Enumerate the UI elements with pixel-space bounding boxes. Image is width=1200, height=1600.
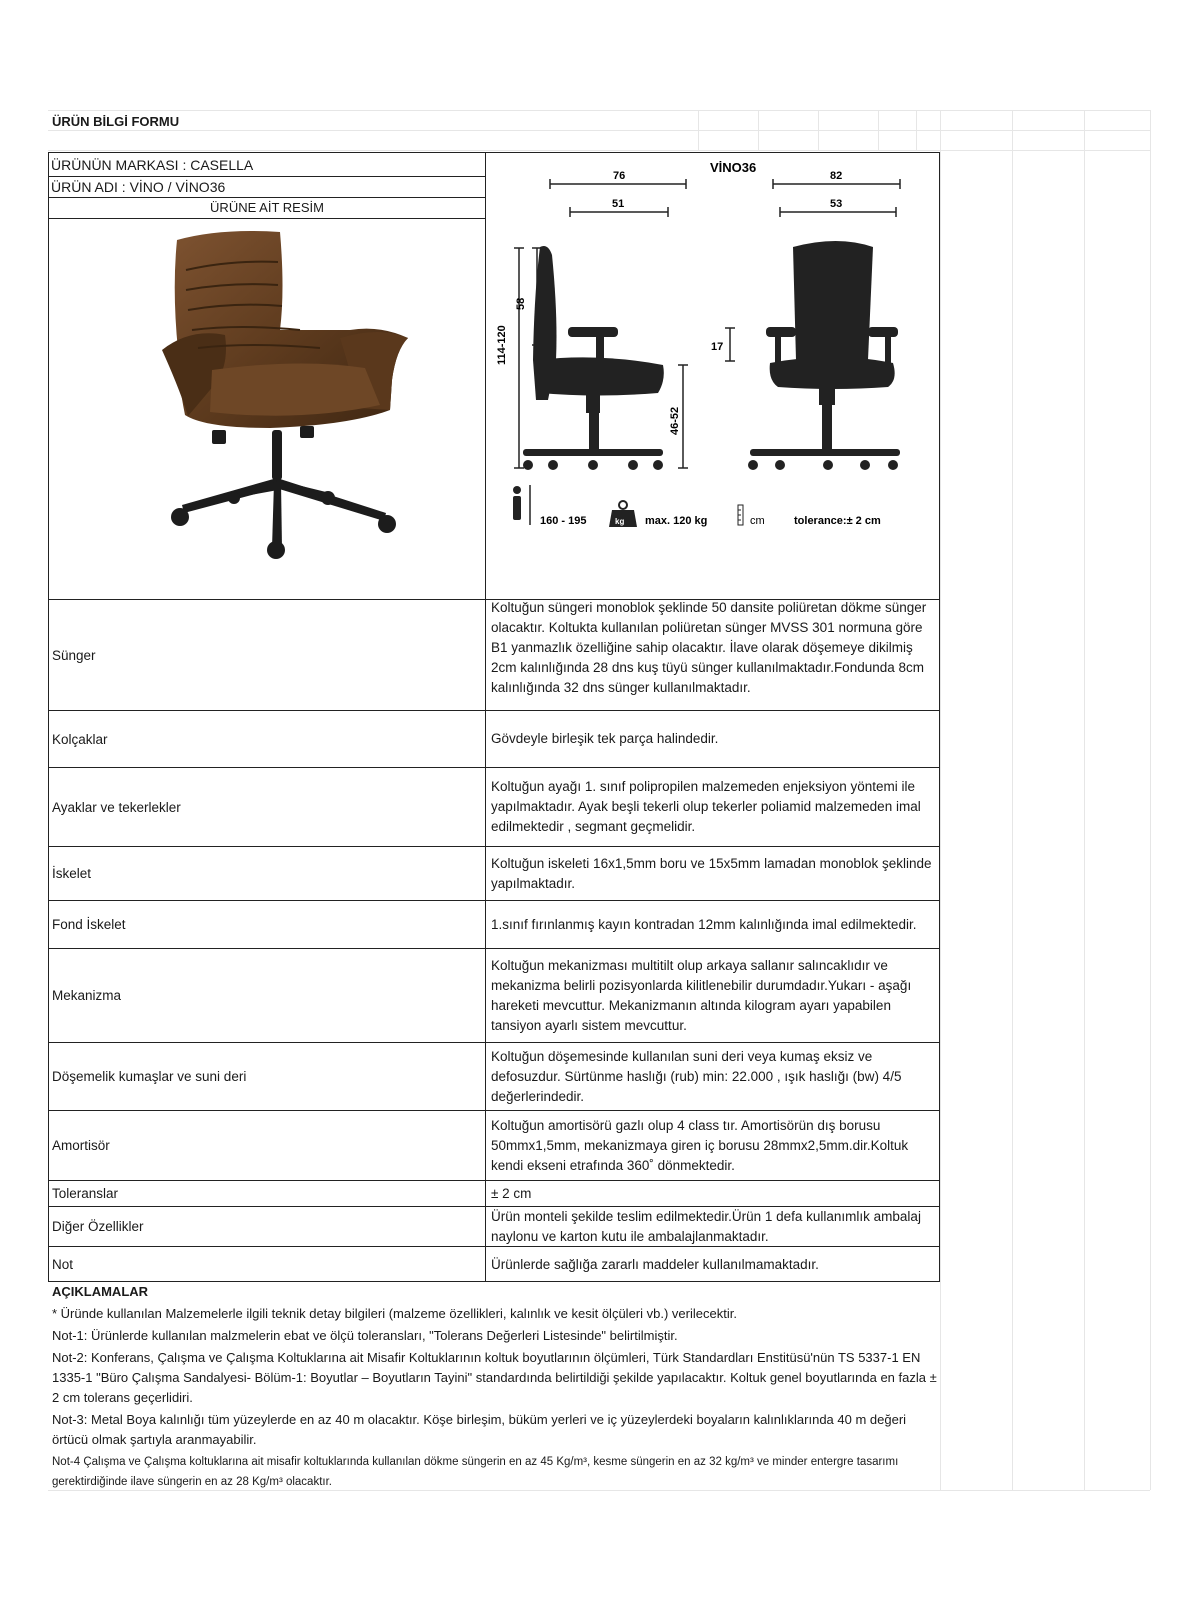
grid-line: [916, 110, 917, 150]
front-top-width: 82: [830, 170, 843, 182]
max-weight: max. 120 kg: [645, 515, 708, 527]
grid-line: [48, 110, 1150, 111]
row-value-mekanizma: Koltuğun mekanizması multitilt olup arkaya sallanır salıncaklıdır ve mekanizma belirli pozisyonlarda kilitlenebilir durumdadır.Yukarı - aşağı hareketi mevcuttur. Mekanizmanın altında kilogram ayarı yapabilen tansiyon ayarlı sistem mevcuttur.: [491, 957, 912, 1033]
tolerance-label: tolerance:± 2 cm: [794, 515, 881, 527]
front-seat-width: 53: [830, 198, 843, 210]
brand-cell: [48, 152, 486, 177]
row-label-diger: Diğer Özellikler: [52, 1219, 144, 1234]
row-label-fond-iskelet: Fond İskelet: [52, 917, 126, 932]
side-top-width: 76: [613, 170, 626, 182]
unit-label: cm: [750, 515, 765, 527]
side-width-lines: [550, 179, 900, 217]
side-seat-width: 51: [612, 198, 625, 210]
row-label-kolcaklar: Kolçaklar: [52, 731, 108, 747]
row-label-mekanizma: Mekanizma: [52, 988, 122, 1003]
brand-line: ÜRÜNÜN MARKASI : CASELLA: [51, 157, 254, 173]
grid-line: [818, 110, 819, 150]
total-height: 114-120: [496, 325, 508, 365]
grid-line: [1012, 110, 1013, 1490]
chair-base: [171, 426, 396, 559]
row-value-ayaklar: Koltuğun ayağı 1. sınıf polipropilen malzemeden enjeksiyon yöntemi ile yapılmaktadır. Ayak beşli tekerli olup tekerler poliamid malzemeden imal edilmektedir , segmant geçmelidir.: [491, 779, 921, 834]
row-value-kolcaklar: Gövdeyle birleşik tek parça halindedir.: [491, 731, 719, 746]
front-view-chair: [748, 241, 900, 470]
row-label-sunger: Sünger: [52, 647, 96, 663]
note-3: Not-3: Metal Boya kalınlığı tüm yüzeylerde en az 40 m olacaktır. Köşe birleşim, büküm yerleri ve iç yüzeylerdeki boyaların kalınlıklarında 40 m değeri örtücü olmak şartıyla aranmayabilir.: [52, 1412, 907, 1447]
notes-title: AÇIKLAMALAR: [52, 1284, 149, 1299]
note-general: * Üründe kullanılan Malzemelerle ilgili teknik detay bilgileri (malzeme özellikleri, kalınlık ve kesit ölçüleri vb.) verilecektir.: [52, 1306, 737, 1321]
grid-line: [698, 110, 699, 150]
image-label-cell: [48, 197, 486, 219]
grid-line: [758, 110, 759, 150]
row-label-doseme: Döşemelik kumaşlar ve suni deri: [52, 1069, 247, 1084]
chair-photo: [150, 230, 430, 570]
weight-icon-label: kg: [615, 517, 625, 526]
grid-line: [48, 150, 1150, 151]
grid-line: [1150, 110, 1151, 1490]
row-value-amortisor: Koltuğun amortisörü gazlı olup 4 class tır. Amortisörün dış borusu 50mmx1,5mm, mekanizmaya giren iç borusu 28mmx2,5mm.dir.Koltuk kendi ekseni etrafında 360˚ dönmektedir.: [491, 1117, 909, 1173]
grid-line: [878, 110, 879, 150]
grid-line: [48, 130, 1150, 131]
grid-line: [1084, 110, 1085, 1490]
note-1: Not-1: Ürünlerde kullanılan malzmelerin ebat ve ölçü toleransları, "Tolerans Değerleri Listesinde" belirtilmiştir.: [52, 1328, 678, 1343]
weight-icon: [609, 501, 637, 527]
model-label: VİNO36: [710, 160, 757, 175]
row-label-not: Not: [52, 1257, 74, 1272]
row-value-diger: Ürün monteli şekilde teslim edilmektedir.Ürün 1 defa kullanımlık ambalaj naylonu ve karton kutu ile ambalajlanmaktadır.: [491, 1208, 921, 1244]
row-label-ayaklar: Ayaklar ve tekerlekler: [52, 799, 181, 815]
grid-line: [940, 110, 941, 1490]
row-value-iskelet: Koltuğun iskeleti 16x1,5mm boru ve 15x5mm lamadan monoblok şeklinde yapılmaktadır.: [491, 855, 932, 891]
user-height: 160 - 195: [540, 515, 587, 527]
row-label-iskelet: İskelet: [52, 866, 92, 881]
person-icon: [513, 486, 521, 520]
seat-cushion: [210, 363, 380, 415]
note-4: Not-4 Çalışma ve Çalışma koltuklarına ait misafir koltuklarında kullanılan dökme süngerin en az 45 Kg/m³, kesme süngerin en az 32 kg/m³ ve minder entergre tasarımı gerektirdiğinde ilave süngerin en az 28 Kg/m³ olacaktır.: [52, 1456, 899, 1488]
image-label: ÜRÜNE AİT RESİM: [210, 200, 324, 215]
arm-height: 17: [711, 341, 724, 353]
side-view-chair: [523, 246, 664, 470]
row-label-toleranslar: Toleranslar: [52, 1186, 119, 1201]
dimension-diagram: [488, 155, 938, 555]
row-label-amortisor: Amortisör: [52, 1138, 110, 1153]
name-cell: [48, 176, 486, 198]
row-value-toleranslar: ± 2 cm: [491, 1185, 532, 1201]
form-title: ÜRÜN BİLGİ FORMU: [52, 114, 180, 129]
row-value-fond-iskelet: 1.sınıf fırınlanmış kayın kontradan 12mm kalınlığında imal edilmektedir.: [491, 916, 917, 932]
ruler-icon: [738, 505, 743, 525]
row-value-not: Ürünlerde sağlığa zararlı maddeler kullanılmamaktadır.: [491, 1256, 819, 1272]
row-value-doseme: Koltuğun döşemesinde kullanılan suni deri veya kumaş eksiz ve defosuzdur. Sürtünme haslığı (rub) min: 22.000 , ışık haslığı (bw) 4/5 değerlerindedir.: [491, 1048, 902, 1104]
row-value-sunger: Koltuğun süngeri monoblok şeklinde 50 dansite poliüretan dökme sünger olacaktır. Koltukta kullanılan poliüretan sünger MVSS 301 normuna göre B1 yanmazlık özelliğine sahip olacaktır. İlave olarak döşemeye dikilmiş 2cm kalınlığında 28 dns kuş tüyü sünger kullanılmaktadır.Fondunda 8cm kalınlığında 32 dns sünger kullanılmaktadır.: [491, 600, 927, 695]
back-height: 58: [515, 297, 527, 310]
name-line: ÜRÜN ADI : VİNO / VİNO36: [51, 179, 226, 195]
seat-height: 46-52: [669, 406, 681, 435]
note-2: Not-2: Konferans, Çalışma ve Çalışma Koltuklarına ait Misafir Koltuklarının koltuk boyutlarının ölçümleri, Türk Standardları Enstitüsü'nün TS 5337-1 EN 1335-1 "Büro Çalışma Sandalyesi- Bölüm-1: Boyutlar – Boyutların Tayini" standardında belirtildiği şekilde yapılacaktır. Koltuk genel boyutlarında en fazla ± 2 cm tolerans geçerlidiri.: [52, 1350, 937, 1405]
